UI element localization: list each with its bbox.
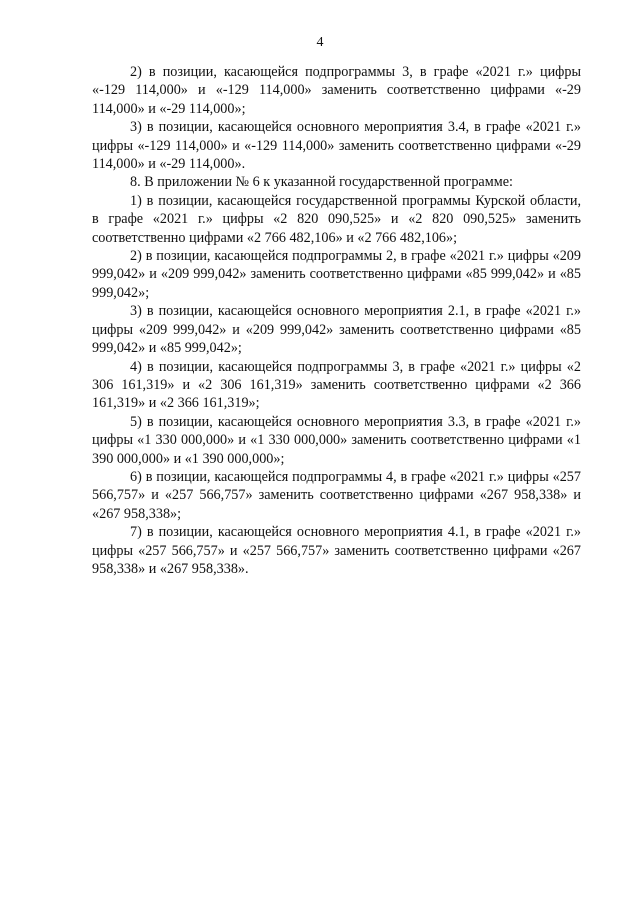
section-8-heading: 8. В приложении № 6 к указанной государственной программе: — [130, 174, 513, 191]
paragraph-3: 3) в позиции, касающейся основного мероприятия 3.4, в графе «2021 г.» цифры «-129 114,000» и «-129 114,000» заменить соответственно цифрами «-29 114,000» и «-29 114,000». — [92, 119, 581, 173]
section-8-item-3: 3) в позиции, касающейся основного мероприятия 2.1, в графе «2021 г.» цифры «209 999,042» и «209 999,042» заменить соответственно цифрами «85 999,042» и «85 999,042»; — [92, 303, 581, 357]
section-8-item-2: 2) в позиции, касающейся подпрограммы 2, в графе «2021 г.» цифры «209 999,042» и «209 999,042» заменить соответственно цифрами «85 999,042» и «85 999,042»; — [92, 248, 581, 301]
document-body — [92, 63, 581, 578]
section-8-item-6: 6) в позиции, касающейся подпрограммы 4, в графе «2021 г.» цифры «257 566,757» и «257 566,757» заменить соответственно цифрами «267 958,338» и «267 958,338»; — [92, 468, 581, 522]
section-8-item-7: 7) в позиции, касающейся основного мероприятия 4.1, в графе «2021 г.» цифры «257 566,757» и «257 566,757» заменить соответственно цифрами «267 958,338» и «267 958,338». — [92, 524, 581, 577]
page-number: 4 — [316, 35, 324, 50]
section-8-item-4: 4) в позиции, касающейся подпрограммы 3, в графе «2021 г.» цифры «2 306 161,319» и «2 306 161,319» заменить соответственно цифрами «2 366 161,319» и «2 366 161,319»; — [92, 358, 581, 412]
paragraph-2: 2) в позиции, касающейся подпрограммы 3, в графе «2021 г.» цифры «-129 114,000» и «-129 114,000» заменить соответственно цифрами «-29 114,000» и «-29 114,000»; — [92, 64, 581, 117]
section-8-item-1: 1) в позиции, касающейся государственной программы Курской области, в графе «2021 г.» цифры «2 820 090,525» и «2 820 090,525» заменить соответственно цифрами «2 766 482,106» и «2 766 482,106»; — [92, 192, 581, 246]
section-8-item-5: 5) в позиции, касающейся основного мероприятия 3.3, в графе «2021 г.» цифры «1 330 000,000» и «1 330 000,000» заменить соответственно цифрами «1 390 000,000» и «1 390 000,000»; — [92, 413, 581, 467]
